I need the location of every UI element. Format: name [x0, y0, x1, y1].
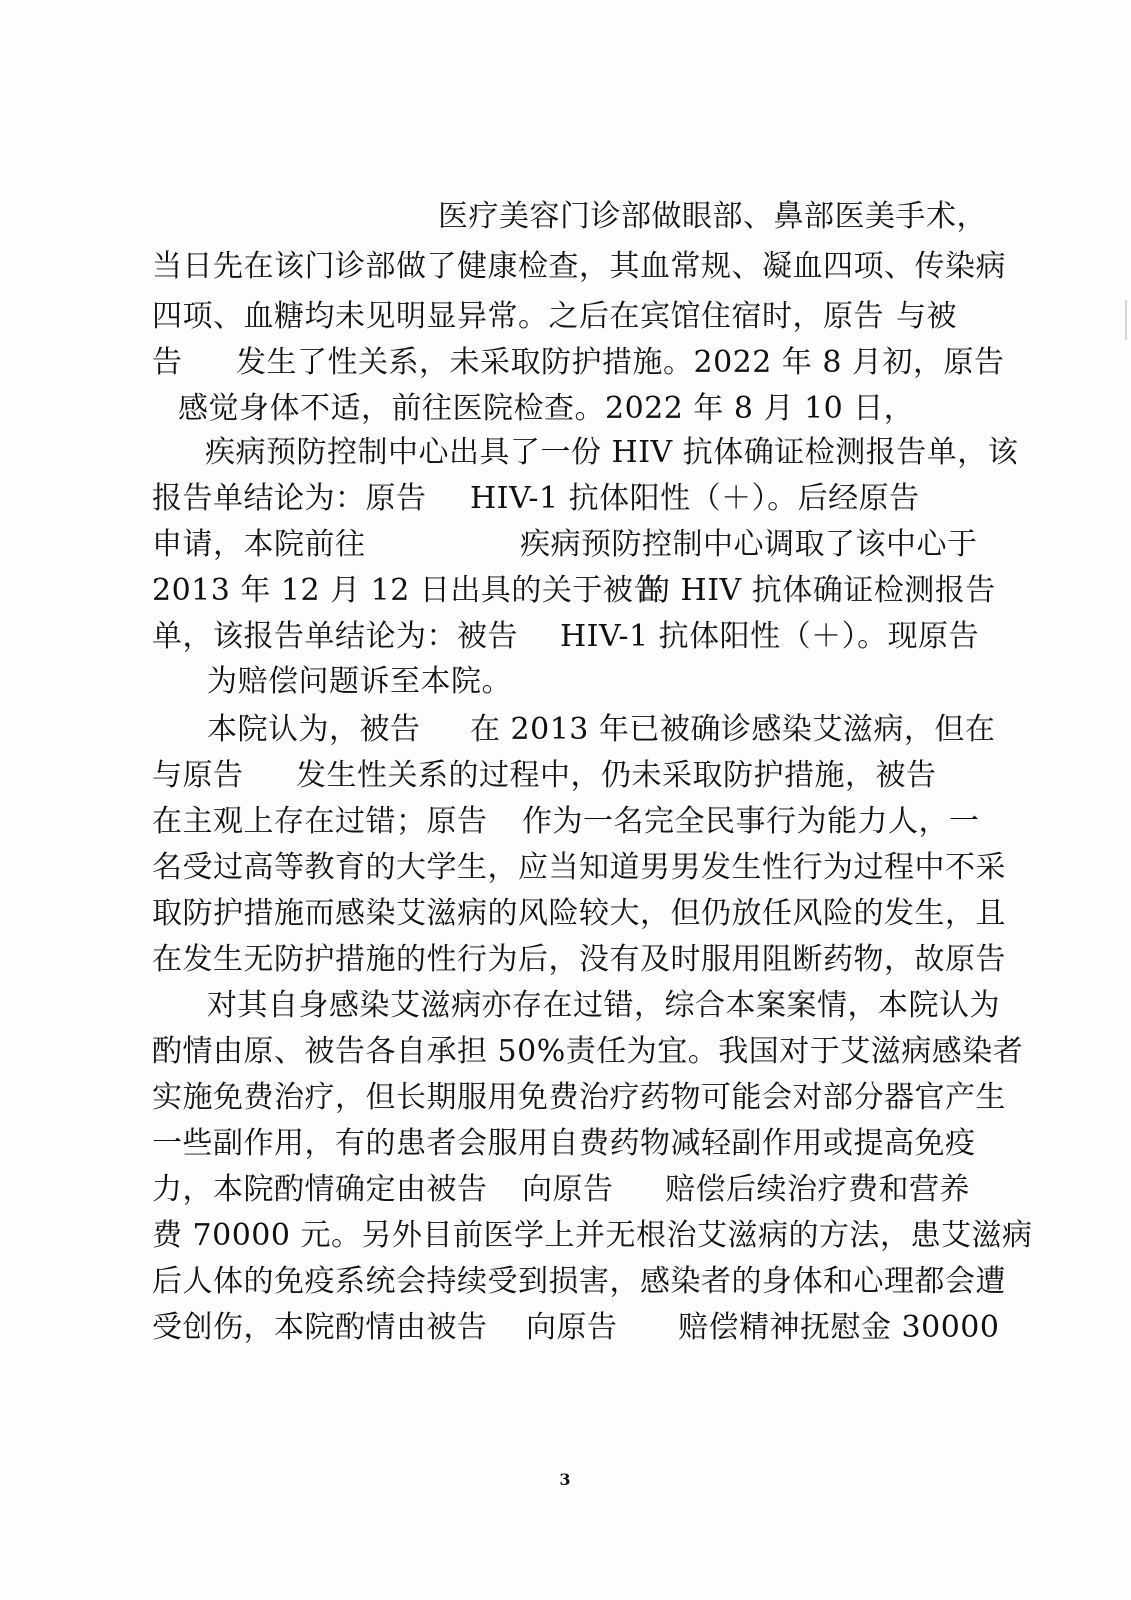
text-segment: 医疗美容门诊部做眼部、鼻部医美手术， — [438, 199, 987, 234]
text-segment: 在 2013 年已被确诊感染艾滋病，但在 — [470, 712, 996, 747]
text-line-7 — [0, 479, 920, 519]
text-segment: HIV-1 抗体阳性（＋）。后经原告 — [470, 481, 920, 516]
text-segment: 与被 — [896, 299, 957, 334]
text-line-25 — [0, 1308, 1000, 1348]
text-segment: 取防护措施而感染艾滋病的风险较大，但仍放任风险的发生，且 — [152, 896, 1006, 931]
text-segment: 申请，本院前往 — [152, 527, 366, 562]
text-segment: 在主观上存在过错；原告 — [152, 804, 488, 839]
text-segment: 酌情由原、被告各自承担 50%责任为宜。我国对于艾滋病感染者 — [152, 1034, 1024, 1069]
text-line-22 — [0, 1170, 970, 1210]
text-line-18 — [0, 986, 1000, 1026]
text-segment: 在发生无防护措施的性行为后，没有及时服用阻断药物，故原告 — [152, 942, 1006, 977]
text-segment: 赔偿精神抚慰金 30000 — [678, 1310, 1000, 1345]
text-segment: 单，该报告单结论为：被告 — [152, 619, 518, 654]
text-line-8 — [0, 525, 978, 565]
text-segment: 发生性关系的过程中，仍未采取防护措施，被告 — [296, 758, 937, 793]
text-line-14 — [0, 802, 980, 842]
text-segment: 告 — [152, 345, 183, 380]
text-line-13 — [0, 756, 937, 796]
text-line-4 — [0, 343, 1005, 383]
text-segment: 疾病预防控制中心调取了该中心于 — [520, 527, 978, 562]
text-line-19 — [0, 1032, 1024, 1072]
text-segment: 受创伤，本院酌情由被告 — [152, 1310, 488, 1345]
text-line-1 — [0, 197, 987, 237]
text-segment: 发生了性关系，未采取防护措施。2022 年 8 月初，原告 — [236, 345, 1005, 380]
text-segment: 本院认为，被告 — [207, 712, 421, 747]
page-number: 3 — [559, 1470, 571, 1489]
text-segment: 为赔偿问题诉至本院。 — [207, 664, 512, 699]
text-segment: 费 70000 元。另外目前医学上并无根治艾滋病的方法，患艾滋病 — [152, 1218, 1033, 1253]
text-segment: 向原告 — [522, 1172, 614, 1207]
text-segment: 感觉身体不适，前往医院检查。2022 年 8 月 10 日， — [178, 391, 915, 426]
text-line-23 — [0, 1216, 1033, 1256]
text-line-20 — [0, 1078, 1006, 1118]
text-line-21 — [0, 1124, 976, 1164]
text-line-2 — [0, 247, 1006, 287]
text-line-10 — [0, 617, 980, 657]
text-segment: 当日先在该门诊部做了健康检查，其血常规、凝血四项、传染病 — [152, 249, 1006, 284]
text-segment: 一些副作用，有的患者会服用自费药物减轻副作用或提高免疫 — [152, 1126, 976, 1161]
text-segment: 名受过高等教育的大学生，应当知道男男发生性行为过程中不采 — [152, 850, 1006, 885]
text-segment: 后人体的免疫系统会持续受到损害，感染者的身体和心理都会遭 — [152, 1264, 1006, 1299]
scan-edge-mark — [1125, 300, 1127, 340]
text-line-17 — [0, 940, 1006, 980]
text-segment: 力，本院酌情确定由被告 — [152, 1172, 488, 1207]
text-segment: 实施免费治疗，但长期服用免费治疗药物可能会对部分器官产生 — [152, 1080, 1006, 1115]
text-line-24 — [0, 1262, 1006, 1302]
text-segment: 作为一名完全民事行为能力人，一 — [522, 804, 980, 839]
text-segment: 疾病预防控制中心出具了一份 HIV 抗体确证检测报告单，该 — [205, 435, 1019, 470]
text-line-9 — [0, 571, 996, 611]
text-segment: 与原告 — [152, 758, 244, 793]
text-segment: 赔偿后续治疗费和营养 — [665, 1172, 970, 1207]
text-segment: 四项、血糖均未见明显异常。之后在宾馆住宿时，原告 — [152, 299, 884, 334]
text-segment: 对其自身感染艾滋病亦存在过错，综合本案案情，本院认为 — [207, 988, 1000, 1023]
text-line-11 — [0, 662, 512, 702]
text-segment: 2013 年 12 月 12 日出具的关于被告 — [152, 573, 664, 608]
text-line-6 — [0, 433, 1019, 473]
text-line-3 — [0, 297, 957, 337]
text-segment: 报告单结论为：原告 — [152, 481, 427, 516]
text-segment: 向原告 — [526, 1310, 618, 1345]
text-line-5 — [0, 389, 915, 429]
text-segment: 的 HIV 抗体确证检测报告 — [640, 573, 996, 608]
text-segment: HIV-1 抗体阳性（＋）。现原告 — [560, 619, 980, 654]
text-line-12 — [0, 710, 996, 750]
text-line-16 — [0, 894, 1006, 934]
text-line-15 — [0, 848, 1006, 888]
